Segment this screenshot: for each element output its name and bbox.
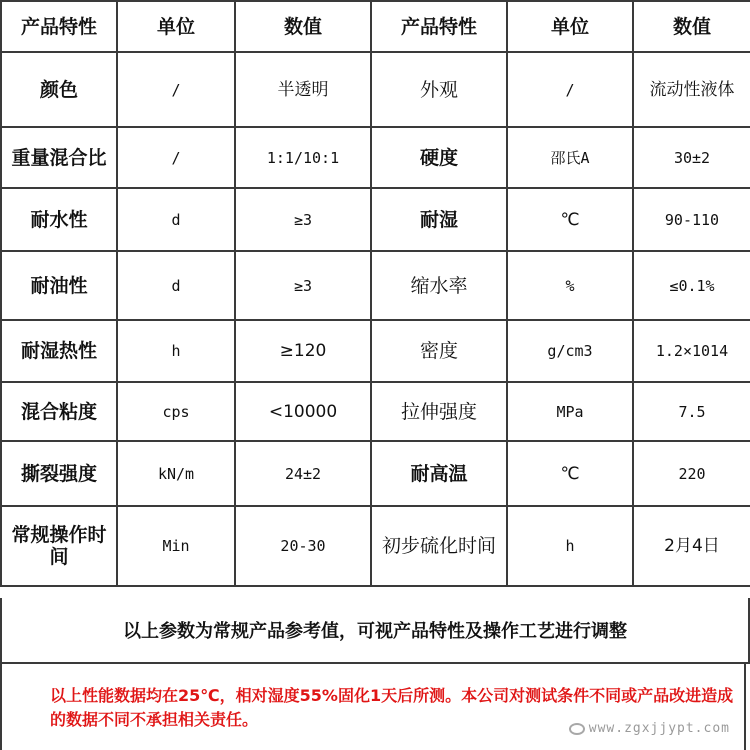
property-unit: 邵氏A bbox=[507, 127, 633, 188]
disclaimer-text: 以上性能数据均在25℃，相对湿度55%固化1天后所测。本公司对测试条件不同或产品改进造成的数据不同不承担相关责任。 bbox=[50, 686, 734, 729]
watermark bbox=[569, 721, 730, 736]
property-value: 2月4日 bbox=[633, 506, 750, 586]
property-unit: / bbox=[117, 52, 235, 127]
table-row bbox=[1, 506, 750, 586]
table-header-row bbox=[1, 1, 750, 52]
table-row bbox=[1, 251, 750, 320]
watermark-logo-icon bbox=[569, 723, 585, 735]
property-unit: Min bbox=[117, 506, 235, 586]
property-unit: cps bbox=[117, 382, 235, 441]
property-unit: d bbox=[117, 188, 235, 251]
property-value: ≥120 bbox=[235, 320, 371, 382]
property-unit: MPa bbox=[507, 382, 633, 441]
property-name: 耐湿热性 bbox=[1, 320, 117, 382]
property-name: 缩水率 bbox=[371, 251, 507, 320]
header-product-property-2: 产品特性 bbox=[371, 1, 507, 52]
property-value: ≥3 bbox=[235, 188, 371, 251]
property-value: 20-30 bbox=[235, 506, 371, 586]
table-row bbox=[1, 188, 750, 251]
property-name: 初步硫化时间 bbox=[371, 506, 507, 586]
property-value: 1.2×1014 bbox=[633, 320, 750, 382]
property-value: 220 bbox=[633, 441, 750, 506]
property-name: 耐湿 bbox=[371, 188, 507, 251]
table-row bbox=[1, 127, 750, 188]
property-name: 耐油性 bbox=[1, 251, 117, 320]
property-value: 半透明 bbox=[235, 52, 371, 127]
property-value: 1:1/10:1 bbox=[235, 127, 371, 188]
property-name: 硬度 bbox=[371, 127, 507, 188]
property-name: 撕裂强度 bbox=[1, 441, 117, 506]
watermark-text: www.zgxjjypt.com bbox=[588, 721, 730, 736]
table-row bbox=[1, 382, 750, 441]
property-name: 拉伸强度 bbox=[371, 382, 507, 441]
property-unit: ℃ bbox=[507, 188, 633, 251]
property-value: <10000 bbox=[235, 382, 371, 441]
property-unit: h bbox=[507, 506, 633, 586]
property-value: ≤0.1% bbox=[633, 251, 750, 320]
header-value: 数值 bbox=[235, 1, 371, 52]
property-name: 耐水性 bbox=[1, 188, 117, 251]
property-name: 常规操作时间 bbox=[1, 506, 117, 586]
property-name: 外观 bbox=[371, 52, 507, 127]
property-value: 30±2 bbox=[633, 127, 750, 188]
reference-note: 以上参数为常规产品参考值，可视产品特性及操作工艺进行调整 bbox=[0, 598, 750, 664]
header-product-property: 产品特性 bbox=[1, 1, 117, 52]
property-value: 7.5 bbox=[633, 382, 750, 441]
table-row bbox=[1, 441, 750, 506]
property-value: 90-110 bbox=[633, 188, 750, 251]
property-unit: / bbox=[507, 52, 633, 127]
property-value: 流动性液体 bbox=[633, 52, 750, 127]
header-unit: 单位 bbox=[117, 1, 235, 52]
property-name: 重量混合比 bbox=[1, 127, 117, 188]
property-unit: d bbox=[117, 251, 235, 320]
property-unit: kN/m bbox=[117, 441, 235, 506]
property-value: 24±2 bbox=[235, 441, 371, 506]
property-name: 密度 bbox=[371, 320, 507, 382]
disclaimer-block bbox=[0, 664, 746, 750]
property-unit: g/cm3 bbox=[507, 320, 633, 382]
property-unit: ℃ bbox=[507, 441, 633, 506]
property-unit: h bbox=[117, 320, 235, 382]
property-unit: / bbox=[117, 127, 235, 188]
property-name: 耐高温 bbox=[371, 441, 507, 506]
property-unit: % bbox=[507, 251, 633, 320]
property-name: 颜色 bbox=[1, 52, 117, 127]
property-name: 混合粘度 bbox=[1, 382, 117, 441]
table-row bbox=[1, 52, 750, 127]
header-unit-2: 单位 bbox=[507, 1, 633, 52]
table-row bbox=[1, 320, 750, 382]
header-value-2: 数值 bbox=[633, 1, 750, 52]
property-value: ≥3 bbox=[235, 251, 371, 320]
